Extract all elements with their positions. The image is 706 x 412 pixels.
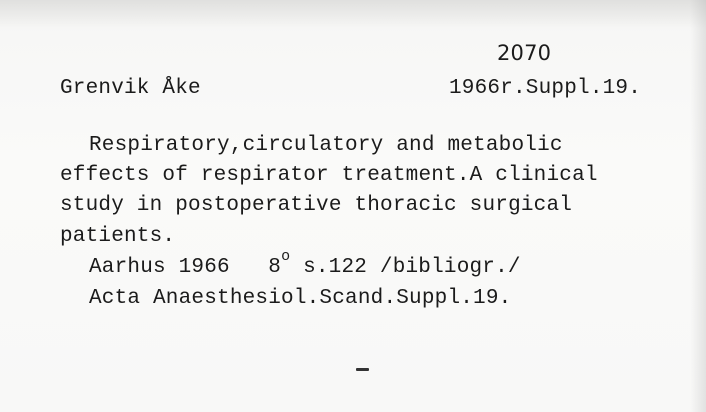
series-note: Acta Anaesthesiol.Scand.Suppl.19. [89, 287, 512, 310]
author-name: Grenvik Åke [60, 77, 201, 100]
shelfmark: 1966r.Suppl.19. [449, 77, 642, 100]
imprint-place-year: Aarhus 1966 [89, 256, 230, 279]
accession-number: 2070 [497, 41, 552, 65]
imprint-line [89, 248, 521, 282]
title-line: study in postoperative thoracic surgical [60, 194, 573, 217]
imprint-format: 8 [268, 256, 282, 279]
title-line: effects of respirator treatment.A clinical [60, 164, 598, 187]
imprint-format-superscript: o [281, 248, 291, 265]
title-line: patients. [60, 225, 176, 248]
imprint-pages: s.122 /bibliogr./ [303, 256, 521, 279]
ink-mark [356, 368, 369, 371]
title-line: Respiratory,circulatory and metabolic [89, 134, 563, 157]
